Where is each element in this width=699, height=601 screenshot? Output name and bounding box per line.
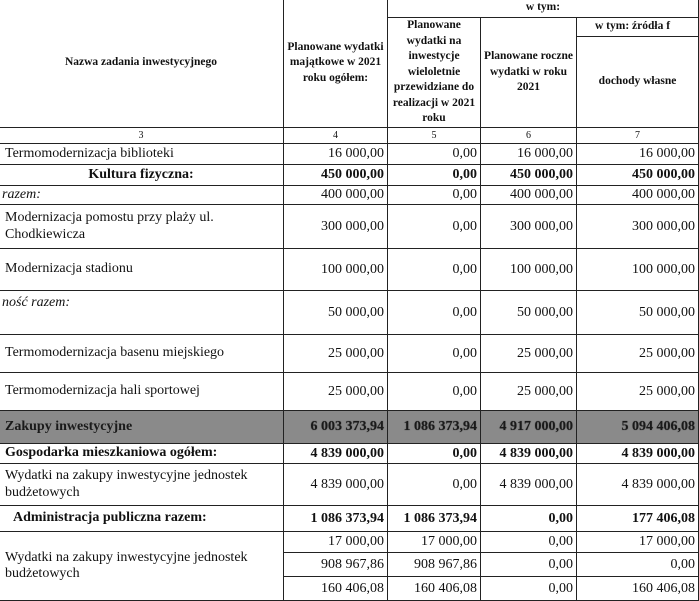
own-income-value: 300 000,00 (577, 205, 699, 249)
annual-value: 4 917 000,00 (481, 411, 577, 444)
multi-year-value: 0,00 (388, 444, 481, 464)
own-income-value: 450 000,00 (577, 165, 699, 186)
table-row (0, 444, 699, 464)
task-name: Zakupy inwestycyjne (0, 411, 284, 444)
task-name: razem: (0, 186, 284, 205)
table-row (0, 532, 699, 553)
own-income-value: 100 000,00 (577, 249, 699, 291)
multi-year-value: 1 086 373,94 (388, 506, 481, 532)
task-name: Termomodernizacja biblioteki (0, 144, 284, 165)
own-income-value: 16 000,00 (577, 144, 699, 165)
table-row (0, 165, 699, 186)
table-row (0, 464, 699, 506)
header-total-expenses: Planowane wydatki majątkowe w 2021 roku ogółem: (284, 0, 388, 128)
task-name: Termomodernizacja basenu miejskiego (0, 335, 284, 373)
annual-value: 300 000,00 (481, 205, 577, 249)
task-name: Termomodernizacja hali sportowej (0, 373, 284, 411)
annual-value: 25 000,00 (481, 335, 577, 373)
task-name: Wydatki na zakupy inwestycyjne jednostek budżetowych (0, 532, 284, 601)
header-own-income: dochody własne (577, 37, 699, 128)
own-income-value: 50 000,00 (577, 291, 699, 335)
annual-value: 50 000,00 (481, 291, 577, 335)
annual-value: 4 839 000,00 (481, 464, 577, 506)
task-name: Modernizacja stadionu (0, 249, 284, 291)
multi-year-value: 0,00 (388, 205, 481, 249)
multi-year-value: 0,00 (388, 373, 481, 411)
table-row (0, 291, 699, 335)
total-value: 450 000,00 (284, 165, 388, 186)
own-income-value: 5 094 406,08 (577, 411, 699, 444)
annual-value: 25 000,00 (481, 373, 577, 411)
annual-value: 0,00 (481, 532, 577, 553)
total-value: 17 000,00 (284, 532, 388, 553)
task-name: Wydatki na zakupy inwestycyjne jednostek budżetowych (0, 464, 284, 506)
multi-year-value: 0,00 (388, 291, 481, 335)
task-name: Kultura fizyczna: (0, 165, 284, 186)
multi-year-value: 17 000,00 (388, 532, 481, 553)
header-funding-sources: w tym: źródła f (577, 18, 699, 37)
total-value: 160 406,08 (284, 577, 388, 601)
total-value: 300 000,00 (284, 205, 388, 249)
multi-year-value: 908 967,86 (388, 553, 481, 577)
annual-value: 4 839 000,00 (481, 444, 577, 464)
col-number-3: 3 (0, 128, 284, 144)
total-value: 908 967,86 (284, 553, 388, 577)
total-value: 6 003 373,94 (284, 411, 388, 444)
total-value: 50 000,00 (284, 291, 388, 335)
header-in-which: w tym: (388, 0, 699, 18)
total-value: 25 000,00 (284, 373, 388, 411)
task-name: Gospodarka mieszkaniowa ogółem: (0, 444, 284, 464)
table-row (0, 506, 699, 532)
multi-year-value: 0,00 (388, 144, 481, 165)
col-number-7: 7 (577, 128, 699, 144)
own-income-value: 25 000,00 (577, 373, 699, 411)
annual-value: 400 000,00 (481, 186, 577, 205)
task-name: ność razem: (0, 291, 284, 335)
own-income-value: 17 000,00 (577, 532, 699, 553)
table-row-highlighted (0, 411, 699, 444)
total-value: 25 000,00 (284, 335, 388, 373)
table-row (0, 373, 699, 411)
total-value: 4 839 000,00 (284, 444, 388, 464)
table-row (0, 144, 699, 165)
header-task-name: Nazwa zadania inwestycyjnego (0, 0, 284, 128)
multi-year-value: 0,00 (388, 186, 481, 205)
task-name: Administracja publiczna razem: (0, 506, 284, 532)
multi-year-value: 0,00 (388, 165, 481, 186)
own-income-value: 160 406,08 (577, 577, 699, 601)
multi-year-value: 160 406,08 (388, 577, 481, 601)
own-income-value: 0,00 (577, 553, 699, 577)
own-income-value: 177 406,08 (577, 506, 699, 532)
annual-value: 450 000,00 (481, 165, 577, 186)
col-number-4: 4 (284, 128, 388, 144)
own-income-value: 4 839 000,00 (577, 444, 699, 464)
table-row (0, 335, 699, 373)
own-income-value: 4 839 000,00 (577, 464, 699, 506)
total-value: 16 000,00 (284, 144, 388, 165)
annual-value: 100 000,00 (481, 249, 577, 291)
multi-year-value: 0,00 (388, 464, 481, 506)
table-row (0, 205, 699, 249)
header-multi-year: Planowane wydatki na inwestycje wieloletnie przewidziane do realizacji w 2021 roku (388, 18, 481, 128)
table-row (0, 186, 699, 205)
own-income-value: 25 000,00 (577, 335, 699, 373)
multi-year-value: 0,00 (388, 335, 481, 373)
total-value: 4 839 000,00 (284, 464, 388, 506)
multi-year-value: 0,00 (388, 249, 481, 291)
header-annual: Planowane roczne wydatki w roku 2021 (481, 18, 577, 128)
multi-year-value: 1 086 373,94 (388, 411, 481, 444)
col-number-6: 6 (481, 128, 577, 144)
annual-value: 0,00 (481, 553, 577, 577)
annual-value: 0,00 (481, 577, 577, 601)
task-name: Modernizacja pomostu przy plaży ul. Chodkiewicza (0, 205, 284, 249)
own-income-value: 400 000,00 (577, 186, 699, 205)
total-value: 400 000,00 (284, 186, 388, 205)
col-number-5: 5 (388, 128, 481, 144)
total-value: 100 000,00 (284, 249, 388, 291)
total-value: 1 086 373,94 (284, 506, 388, 532)
annual-value: 16 000,00 (481, 144, 577, 165)
table-row (0, 249, 699, 291)
annual-value: 0,00 (481, 506, 577, 532)
